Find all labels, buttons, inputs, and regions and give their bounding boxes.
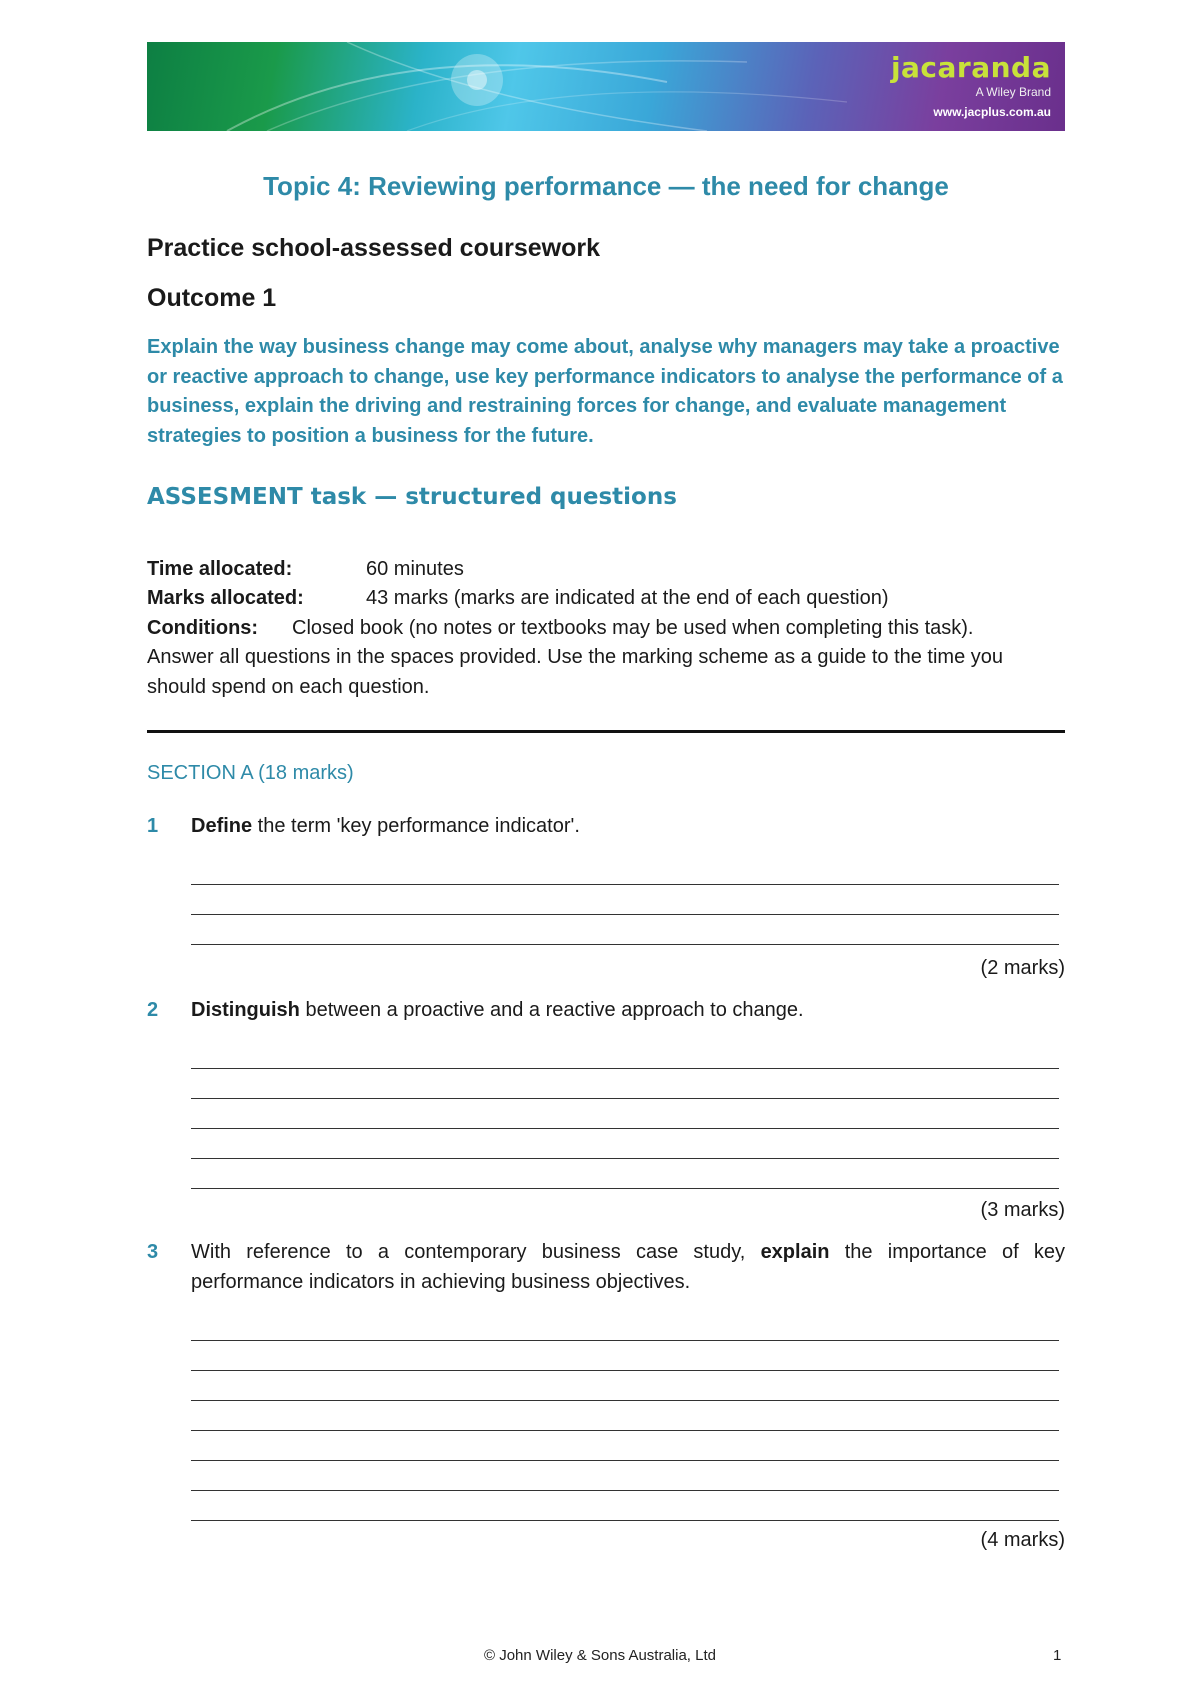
brand-url: www.jacplus.com.au <box>933 105 1051 119</box>
time-label: Time allocated: <box>147 558 293 580</box>
question-number: 3 <box>147 1241 159 1263</box>
outcome-description: Explain the way business change may come about, analyse why managers may take a proactive or reactive approach to change, use key performance indicators to analyse the performance of a business, explain the driving and restraining forces for change, and evaluate management strategies to position a business for the future. <box>147 336 1063 447</box>
footer-copyright: © John Wiley & Sons Australia, Ltd <box>484 1647 716 1664</box>
conditions-label: Conditions: <box>147 617 259 639</box>
answer-lines-q1[interactable] <box>191 855 1059 945</box>
page-number: 1 <box>1053 1647 1062 1664</box>
question-number: 1 <box>147 815 159 837</box>
answer-lines-q3[interactable] <box>191 1311 1059 1521</box>
instructions-text: Answer all questions in the spaces provided. Use the marking scheme as a guide to the time you should spend on each question. <box>147 646 1004 698</box>
answer-lines-q2[interactable] <box>191 1039 1059 1189</box>
question-1 <box>147 812 1065 842</box>
answer-line[interactable] <box>191 855 1059 885</box>
answer-line[interactable] <box>191 1461 1059 1491</box>
answer-line[interactable] <box>191 1401 1059 1431</box>
page-title: Topic 4: Reviewing performance — the need for change <box>263 171 949 201</box>
brand-tagline: A Wiley Brand <box>975 85 1051 99</box>
section-divider <box>147 730 1065 733</box>
question-command-word: explain <box>760 1241 830 1263</box>
header-banner <box>147 42 1065 131</box>
question-marks: (3 marks) <box>980 1199 1065 1221</box>
question-marks: (2 marks) <box>980 957 1065 979</box>
question-text <box>191 812 1065 842</box>
assessment-title: ASSESMENT task — structured questions <box>147 484 677 510</box>
marks-value: 43 marks (marks are indicated at the end of each question) <box>366 587 889 609</box>
answer-line[interactable] <box>191 1099 1059 1129</box>
answer-line[interactable] <box>191 1311 1059 1341</box>
document-subtitle: Practice school-assessed coursework <box>147 234 601 262</box>
conditions-row <box>147 614 1065 644</box>
question-marks: (4 marks) <box>980 1529 1065 1551</box>
question-command-word: Distinguish <box>191 999 300 1021</box>
answer-line[interactable] <box>191 1371 1059 1401</box>
question-2 <box>147 996 1065 1026</box>
question-number: 2 <box>147 999 159 1021</box>
question-3 <box>147 1238 1065 1298</box>
answer-line[interactable] <box>191 1491 1059 1521</box>
time-value: 60 minutes <box>366 558 464 580</box>
answer-line[interactable] <box>191 915 1059 945</box>
answer-line[interactable] <box>191 1039 1059 1069</box>
answer-line[interactable] <box>191 1069 1059 1099</box>
question-body: the importance of key performance indicators in achieving business objectives. <box>191 1241 1065 1293</box>
question-intro: With reference to a contemporary business case study, <box>191 1241 761 1263</box>
section-a-heading: SECTION A (18 marks) <box>147 762 354 784</box>
answer-line[interactable] <box>191 1341 1059 1371</box>
outcome-heading: Outcome 1 <box>147 284 277 312</box>
question-text <box>191 1238 1065 1297</box>
question-body: the term 'key performance indicator'. <box>252 815 580 837</box>
question-body: between a proactive and a reactive approach to change. <box>299 999 804 1021</box>
question-command-word: Define <box>191 815 253 837</box>
brand-logo: jacaranda <box>890 51 1051 84</box>
answer-line[interactable] <box>191 1159 1059 1189</box>
answer-line[interactable] <box>191 885 1059 915</box>
answer-line[interactable] <box>191 1431 1059 1461</box>
question-text <box>191 996 1065 1026</box>
conditions-value: Closed book (no notes or textbooks may be used when completing this task). <box>292 617 974 639</box>
time-allocated-row <box>147 555 1065 585</box>
marks-allocated-row <box>147 584 1065 614</box>
marks-label: Marks allocated: <box>147 587 304 609</box>
answer-line[interactable] <box>191 1129 1059 1159</box>
